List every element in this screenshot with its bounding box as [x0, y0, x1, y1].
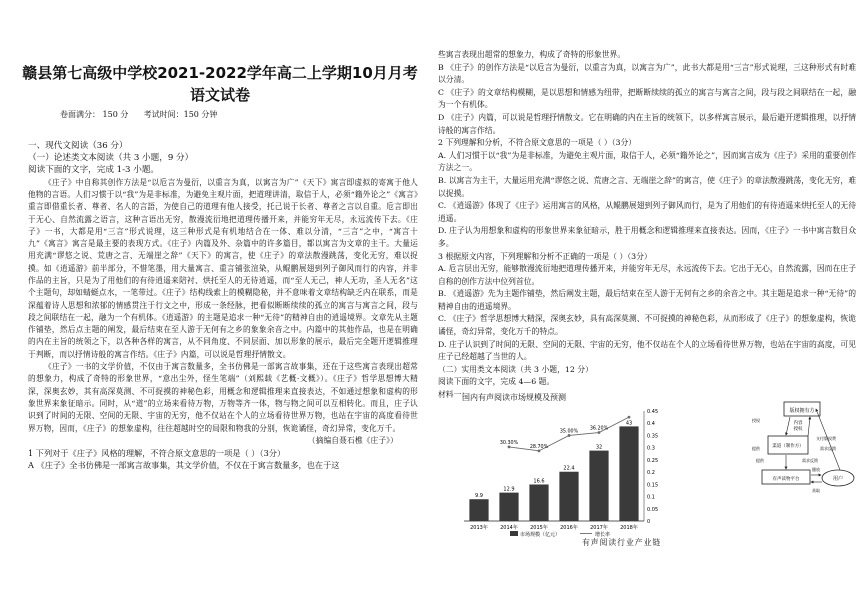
subsection-heading: （一）论述类文本阅读（共 3 小题，9 分）: [28, 153, 194, 164]
x-tick-label: 2018年: [620, 525, 638, 531]
reading-passage: [28, 177, 418, 448]
y-tick-label: 0.1: [647, 494, 655, 501]
section-heading: 一、现代文阅读（36 分）: [28, 141, 128, 151]
flow-svg: [750, 400, 858, 500]
bar: [619, 426, 638, 521]
growth-rate-label: 28.70%: [529, 444, 549, 450]
growth-rate-label: 30.30%: [499, 440, 519, 446]
chart-title: 国内有声阅读市场规模及预测: [462, 393, 566, 402]
legend-swatch-bar: [510, 531, 518, 536]
growth-rate-label: 36.20%: [589, 426, 609, 432]
right-body: [438, 49, 856, 402]
title-line-1: 赣县第七高级中学校2021-2022学年高二上学期10月月考: [22, 64, 418, 82]
y-tick-label: 0.25: [647, 457, 659, 464]
bar: [469, 499, 488, 521]
legend-label: 增长率: [595, 532, 611, 538]
question-text: C. 《逍遥游》体现了《庄子》运用寓言的风格，从鲲鹏展翅到列子御风而行，是为了用他们的有待逍遥来烘托至人的无待逍遥。: [438, 201, 856, 223]
y-tick-label: 0.05: [647, 506, 659, 513]
question-text: D. 庄子认为用想象和虚构的形象世界来象征暗示，胜于用概念和逻辑推理来直接表达。因而，《庄子》一书中寓言数目众多。: [438, 226, 856, 248]
title-line-2: 语文试卷: [189, 86, 250, 104]
y-tick-label: 0: [647, 519, 651, 525]
bar-value-label: 32: [595, 444, 603, 451]
bar: [559, 472, 578, 521]
question-text: C. 《庄子》哲学思想博大精深，深奥玄妙，具有高深莫测、不可捉摸的神秘色彩，从而形成了《庄子》的想象虚构，恢诡谲怪，奇幻异常，变化万千的特点。: [438, 314, 856, 337]
bar: [499, 493, 518, 521]
x-tick-label: 2014年: [500, 525, 518, 531]
exam-meta: 卷面满分： 150 分 考试时间：150 分钟: [60, 110, 218, 119]
node-license-label: 授权: [793, 427, 803, 432]
industry-chain-diagram: [750, 400, 858, 504]
y-tick-label: 0.45: [647, 409, 659, 415]
growth-rate-point: [598, 431, 601, 434]
question-text: A. 卮言层出无穷，能够散漫流衍地把道理传播开来，并能穷年无尽，永远流传下去。它出于无心，自然流露，因而在庄子自称的创作方法中位列首位。: [438, 264, 856, 286]
question-text: 些寓言表现出超常的想象力，构成了奇特的形象世界。: [438, 50, 626, 59]
question-1-stem: 1 下列对于《庄子》风格的理解，不符合原文意思的一项是（ ）（3分）: [28, 448, 286, 459]
x-tick-label: 2013年: [470, 525, 488, 531]
edge-label: 提供: [752, 446, 760, 451]
legend-label: 市场规模（亿元）: [520, 532, 561, 538]
growth-rate-point: [628, 416, 631, 419]
bar: [529, 484, 548, 521]
node-platform-label: 有声读物平台: [772, 477, 800, 482]
question-text: D. 庄子认识到了时间的无限、空间的无限、宇宙的无穷，他不仅站在个人的立场看待世界万物，也站在宇宙的高度，可见庄子已经超越了当世的人。: [438, 339, 856, 362]
growth-rate-point: [568, 434, 571, 437]
question-text: （二）实用类文本阅读（共 3 小题，12 分）: [438, 364, 593, 374]
question-text: 2 下列理解和分析，不符合原文意思的一项是（ ）（3分）: [438, 138, 637, 148]
chart-svg: [440, 403, 680, 543]
material-label: 材料一：: [438, 390, 470, 400]
node-channel-label: 渠道（制作方）: [772, 444, 804, 449]
x-tick-label: 2015年: [530, 525, 548, 531]
left-body: [28, 140, 418, 472]
edge-label: 需求反馈: [802, 458, 818, 463]
edge-label: 需求反馈: [820, 446, 836, 451]
question-text: D 《庄子》内篇，可以说是哲理抒情散文。它在明确的内在主旨的统领下，以多样寓言展示，最后避开逻辑推理，以抒情诗般的寓言作结。: [438, 112, 856, 135]
edge-arrow: [808, 417, 810, 436]
market-chart: [440, 388, 680, 547]
question-text: C 《庄子》的文章结构模糊，是以思想和情感为纽带，把断断续续的孤立的寓言与寓言之间，段与段之间联结在一起，融为一个有机体。: [438, 87, 856, 110]
edge-label: 播放: [812, 467, 820, 472]
edge-label: 支付版权费: [816, 436, 836, 441]
edge-label: 授权: [752, 418, 760, 423]
growth-rate-point: [538, 449, 541, 452]
y-tick-label: 0.35: [647, 433, 659, 440]
passage-paragraph: 《庄子》一书的文学价值，不仅由于寓言数量多，全书仿佛是一部寓言故事集，还在于这些寓言表现出超常的想象力，构成了奇特的形象世界，“意出尘外，怪生笔端”（刘熙载《艺概·文概》）。《庄子》哲学思想博大精深，深奥玄妙，其有高深莫测、不可捉摸的神秘色彩，用概念和逻辑推理来直接表达，不如通过想象和虚构的形象世界来象征暗示。同时，从“道”的立场来看待万物，万物等齐一体，物与物之间可以互相转化。而且，庄子认识到了时间的无限、空间的无限、宇宙的无穷，他不仅站在个人的立场看待世界万物，也站在宇宙的高度看待世界万物，因而，《庄子》的想象虚构，往往超越时空的局限和物我的分别，恢诡谲怪，奇幻异常，变化万千。: [28, 362, 418, 433]
x-tick-label: 2017年: [590, 525, 608, 531]
passage-paragraph: 《庄子》中自称其创作方法是“以卮言为曼衍，以重言为真，以寓言为广”《天下》寓言即虚拟的寄寓于他人他物的言语。人们习惯于以“我”为是非标准，为避免主观片面，把道理讲清，取信于人，必须“籍外论之”《寓言》重言即借重长者、尊者、名人的言語，为使自己的道理有他人接受，托己说于长者、尊者之言以自重。卮言即出于无心、自然流露之语言，这种言语出无穷，散漫流衍地把道理传播开来，并能穷年无尽，永远流传下去。《庄子》一书，大都是用“三言”形式说理，这三种形式是有机地结合在一体、难以分清，“三言”之中，“寓言十九”《寓言》寓言是最主要的表现方式。《庄子》内篇及外、杂篇中的许多篇目，都以寓言为文章的主干。大量运用充满“谬悠之说、荒唐之言、无端崖之辞”《天下》的寓言，使《庄子》的章法散漫跳荡，变化无穷，难以捉摸。如《逍遥游》前半部分，不惜笔墨，用大量寓言、重言铺张渲染，从鲲鹏展翅到列子御风而行的内容，并非作品的主旨，只是为了用他们的有待逍遥来陪衬、烘托至人的无待逍遥，而“至人无己，神人无功，圣人无名”这个主题句，却如蜻蜓点水，一笔带过。《庄子》结构线索上的模糊隐秘，并不意味着文章结构缺乏内在联系，而是深蕴着诗人思想和浓郁的情感贯注于行文之中，形成一条经脉，把看似断断续续的孤立的寓言与寓言之间，段与段之间联结在一起，融为一个有机体。《逍遥游》的主题是追求一种“无待”的精神自由的逍遥境界。文章先从主题作铺垫，然后点主题的阐发，最后结束在至人游于无何有之乡的象象余音之中。内篇中的其他作品，也是在明确的内在主旨的统领之下，以各种各样的寓言，从不同角度、不同层面、加以形象的展示，最后完全题开逻辑推理于判断，而以抒情诗般的寓言作结。《庄子》内篇，可以说是哲理抒情散文。: [28, 177, 418, 359]
bar-value-label: 43: [625, 420, 633, 427]
exam-title: [20, 62, 420, 106]
reading-instruction: 阅读下面的文字，完成 1-3 小题。: [28, 165, 160, 176]
y-tick-label: 0.15: [647, 482, 659, 489]
bar: [589, 451, 608, 521]
y-tick-label: 0.2: [647, 470, 655, 477]
question-text: B. 以寓言为主干，大量运用充满“谬悠之说、荒唐之言、无端崖之辞”的寓言，使《庄子》的章法散漫跳荡，变化无穷，难以捉摸。: [438, 175, 856, 198]
growth-rate-point: [508, 446, 511, 449]
bar-value-label: 9.9: [475, 493, 483, 500]
question-text: A. 人们习惯于以“我”为是非标准，为避免主观片面，取信于人，必须“籍外论之”，因而寓言成为《庄子》采用的重要创作方法之一。: [438, 150, 856, 173]
edge-label: 获取: [812, 488, 820, 493]
bar-value-label: 22.4: [563, 465, 575, 472]
bar-value-label: 16.6: [533, 478, 545, 485]
x-tick-label: 2016年: [560, 525, 578, 531]
question-text: 阅读下面的文字，完成 4—6 题。: [438, 377, 555, 387]
edge-label: 提供: [756, 458, 764, 463]
question-text: B. 《逍遥游》先为主题作铺垫，然后阐发主题，最后结束在至人游于无何有之乡的余音之中。其主题是追求一种“无待”的精神自由的逍遥境界。: [438, 289, 856, 311]
question-1-option-a: A 《庄子》全书仿佛是一部寓言故事集，其文学价值，不仅在于寓言数量多，也在于这: [28, 460, 340, 471]
y-tick-label: 0.4: [647, 421, 655, 428]
question-text: B 《庄子》的创作方法是“以卮言为曼衍，以重言为真，以寓言为广”，此书大都是用“三言”形式说理，三这种形式有时难以分清。: [438, 62, 856, 85]
edge-arrow: [786, 417, 790, 435]
node-content-label: 内容: [793, 421, 803, 426]
node-user-label: 用户: [832, 476, 844, 482]
passage-source: （摘编自聂石樵《庄子》）: [307, 435, 398, 445]
y-tick-label: 0.3: [647, 445, 655, 452]
growth-rate-label: 35.00%: [559, 429, 579, 435]
bar-value-label: 12.9: [503, 486, 515, 493]
node-copyright-owner-label: 版权拥有方: [789, 408, 815, 414]
question-text: 3 根据原文内容，下列理解和分析不正确的一项是（ ）（3分）: [438, 251, 652, 261]
diagram-caption: 有声阅读行业产业链: [582, 538, 662, 547]
